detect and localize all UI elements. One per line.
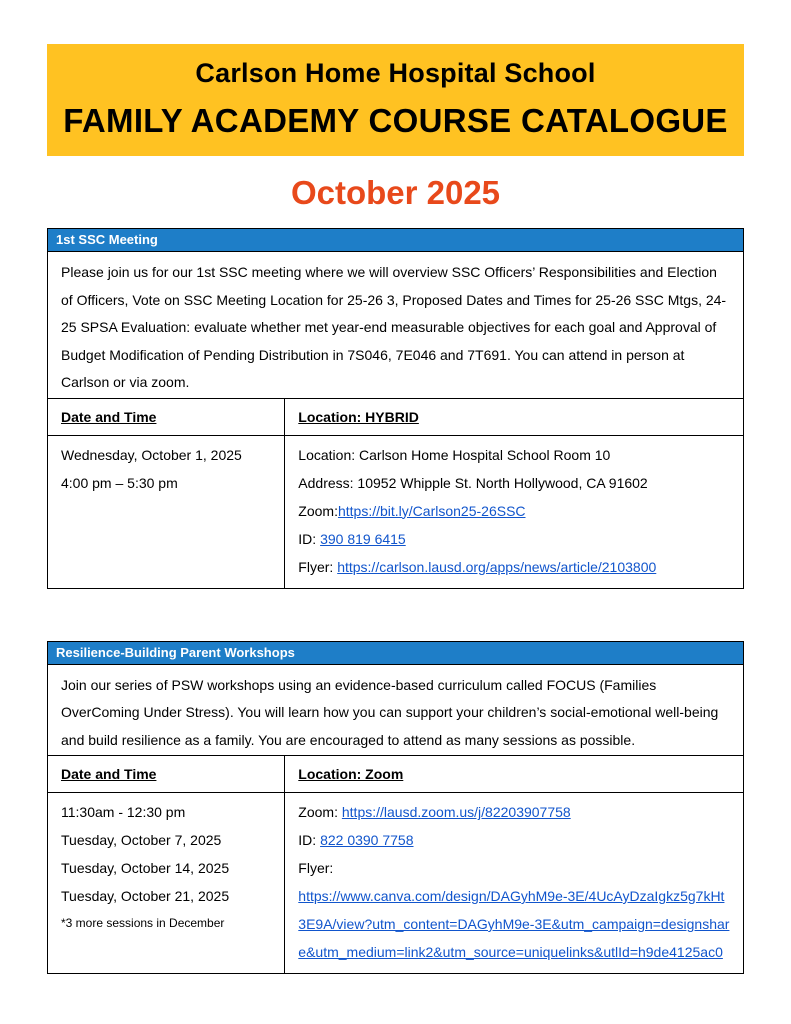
id-line — [298, 826, 730, 854]
column-header-date-time: Date and Time — [48, 756, 284, 793]
meeting-id-link[interactable]: 822 0390 7758 — [320, 832, 414, 848]
section-resilience-workshops — [47, 641, 744, 975]
column-header-location-zoom: Location: Zoom — [284, 756, 743, 793]
section-header-ssc: 1st SSC Meeting — [48, 229, 743, 252]
zoom-link[interactable]: https://lausd.zoom.us/j/82203907758 — [341, 804, 571, 820]
date-time-cell — [48, 793, 284, 973]
flyer-label-line — [298, 854, 730, 882]
address-line: Address: 10952 Whipple St. North Hollywood, CA 91602 — [298, 474, 648, 491]
section-ssc-meeting — [47, 228, 744, 589]
zoom-label: Zoom: — [298, 502, 338, 519]
more-sessions-note: *3 more sessions in December — [61, 916, 225, 930]
flyer-link[interactable]: https://www.canva.com/design/DAGyhM9e-3E/4UcAyDzaIgkz5g7kHt3E9A/view?utm_content=DAGyhM9e-3E&utm_campaign=designshare&utm_medium=link2&utm_source=uniquelinks&utlId=h9de4125ac0 — [298, 888, 730, 960]
zoom-line — [298, 497, 730, 525]
column-header-date-time: Date and Time — [48, 399, 284, 436]
flyer-link[interactable]: https://carlson.lausd.org/apps/news/article/2103800 — [337, 558, 657, 575]
month-title: October 2025 — [290, 174, 501, 211]
flyer-label: Flyer: — [298, 558, 338, 575]
section-header-workshops: Resilience-Building Parent Workshops — [48, 642, 743, 665]
location-cell — [284, 436, 743, 588]
workshop-date-3: Tuesday, October 21, 2025 — [61, 888, 230, 904]
flyer-link-line — [298, 882, 730, 966]
location-line: Location: Carlson Home Hospital School Room 10 — [298, 446, 611, 463]
section-description-workshops: Join our series of PSW workshops using an evidence-based curriculum called FOCUS (Families OverComing Under Stress). You will learn how you can support your children’s social-emotional well-being and build resilience as a family. You are encouraged to attend as many sessions as possible. — [48, 665, 743, 757]
workshop-date-1: Tuesday, October 7, 2025 — [61, 832, 222, 848]
school-name: Carlson Home Hospital School — [195, 58, 596, 88]
meeting-id-link[interactable]: 390 819 6415 — [320, 530, 406, 547]
workshops-schedule-table — [48, 756, 743, 973]
banner — [47, 44, 744, 156]
zoom-link[interactable]: https://bit.ly/Carlson25-26SSC — [337, 502, 526, 519]
catalogue-title: FAMILY ACADEMY COURSE CATALOGUE — [63, 102, 728, 139]
section-description-ssc: Please join us for our 1st SSC meeting where we will overview SSC Officers’ Responsibilities and Election of Officers, Vote on SSC Meeting Location for 25-26 3, Proposed Dates and Times for 25-26 SSC Mtgs, 24-25 SPSA Evaluation: evaluate whether met year-end measurable objectives for each goal and Approval of Budget Modification of Pending Distribution in 7S046, 7E046 and 7T691. You can attend in person at Carlson or via zoom. — [48, 252, 743, 399]
workshop-date-2: Tuesday, October 14, 2025 — [61, 860, 230, 876]
flyer-line — [298, 553, 730, 581]
id-label: ID: — [298, 530, 321, 547]
location-cell — [284, 793, 743, 973]
ssc-schedule-table — [48, 399, 743, 588]
workshop-time: 11:30am - 12:30 pm — [61, 804, 186, 820]
id-label: ID: — [298, 832, 321, 848]
meeting-time: 4:00 pm – 5:30 pm — [61, 474, 178, 491]
column-header-location-hybrid: Location: HYBRID — [284, 399, 743, 436]
flyer-label: Flyer: — [298, 860, 334, 876]
zoom-label: Zoom: — [298, 804, 342, 820]
id-line — [298, 525, 730, 553]
date-time-cell — [48, 436, 284, 588]
zoom-line — [298, 798, 730, 826]
meeting-date: Wednesday, October 1, 2025 — [61, 446, 242, 463]
